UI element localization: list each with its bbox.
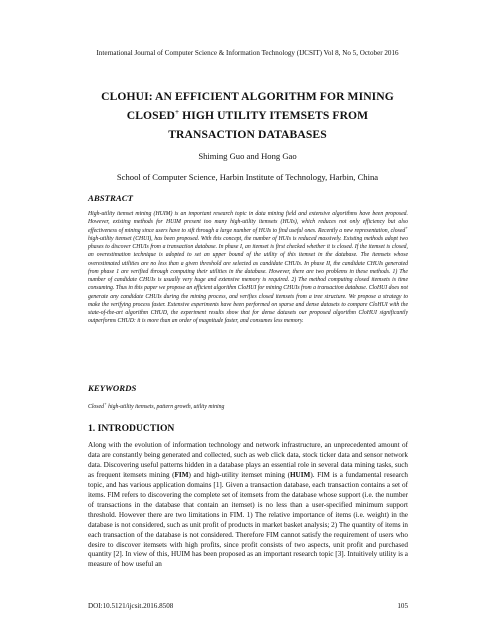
keywords-post: high-utility itemsets, pattern growth, utility mining [106,404,225,410]
intro-part-1: Along with the evolution of information technology and network infrastructure, an unprecedented amount of data are constantly being generated and collected, such as web click data, stock ticker data and sensor network data. Discovering useful patterns hidden in a database plays an essential role in several data mining tasks, such as frequent itemsets mining ( [88,441,408,479]
intro-bold-huim: HUIM [289,470,311,479]
abstract-text-part-2: high-utility itemset (CHUI), has been proposed. With this concept, the number of HUIs is reduced massively. Existing methods adopt two phases to discover CHUIs from a transaction database. In phase I, an itemset is first checked whether it is closed. If the itemset is closed, an overestimation technique is adopted to set an upper bound of the utility of this itemset in the database. The itemsets whose overestimated utilities are no less than a given threshold are selected as candidate CHUIs. In phase II, the candidate CHUIs generated from phase 1 are verified through computing their utilities in the database. However, there are two problems in these methods. 1) The number of candidate CHUIs is usually very huge and extensive memory is required. 2) The method computing closed itemsets is time consuming. Thus in this paper we propose an efficient algorithm CloHUI for mining CHUIs from a transaction database. CloHUI does not generate any candidate CHUIs during the mining process, and verifies closed itemsets from a tree structure. We propose a strategy to make the verifying process faster. Extensive experiments have been performed on sparse and dense datasets to compare CloHUI with the state-of-the-art algorithm CHUD, the experiment results show that for dense datasets our proposed algorithm CloHUI significantly outperforms CHUD: it is more than an order of magnitude faster, and consumes less memory. [88,235,408,325]
keywords-pre: Closed [88,404,104,410]
introduction-heading: 1. INTRODUCTION [88,423,175,434]
abstract-text-sup: + [405,224,408,230]
keywords-heading: KEYWORDS [88,383,137,393]
title-line-2-pre: CLOSED [126,109,176,122]
keywords-sup: + [103,401,107,407]
keywords-text [88,403,408,411]
intro-part-3: ). FIM is a fundamental research topic, and has various application domains [1]. Given a transaction database, each transaction contains a set of items. FIM refers to discovering the complete set of itemsets from the database whose support (i.e. the number of transactions in the database that contain an itemset) is no less than a user-specified minimum support threshold. However there are two limitations in FIM. 1) The relative importance of items (i.e. weight) in the database is not considered, such as unit profit of products in market basket analysis; 2) The quantity of items in each transaction of the database is not considered. Therefore FIM cannot satisfy the requirement of users who desire to discover itemsets with high profits, since profit consists of two aspects, unit profit and purchased quantity [2]. In view of this, HUIM has been proposed as an important research topic [3]. Intuitively utility is a measure of how useful an [88,470,408,569]
doi: DOI:10.5121/ijcsit.2016.8508 [88,602,174,610]
introduction-text [88,441,408,570]
journal-header: International Journal of Computer Science & Information Technology (IJCSIT) Vol 8, No 5, October 2016 [96,49,399,57]
abstract-text [88,210,408,326]
page-footer [88,602,408,611]
abstract-heading: ABSTRACT [88,193,133,203]
title-line-2 [60,106,435,125]
authors: Shiming Guo and Hong Gao [198,151,297,161]
title-line-3: TRANSACTION DATABASES [168,128,327,141]
title-line-2-post: HIGH UTILITY ITEMSETS FROM [179,109,369,122]
intro-bold-fim: FIM [174,470,189,479]
affiliation: School of Computer Science, Harbin Institute of Technology, Harbin, China [116,172,379,182]
title-line-2-sup: + [175,108,180,117]
intro-part-2: ) and high-utility itemset mining ( [188,470,290,479]
paper-title [60,87,435,144]
page-number: 105 [397,602,408,610]
title-line-1: CLOHUI: AN EFFICIENT ALGORITHM FOR MINING [101,90,394,103]
abstract-text-part-1: High-utility itemset mining (HUIM) is an important research topic in data mining field and extensive algorithms have been proposed. However, existing methods for HUIM present too many high-utility itemsets (HUIs), which reduces not only efficiency but also effectiveness of mining since users have to sift through a large number of HUIs to find useful ones. Recently a new representation, closed [88,211,408,234]
